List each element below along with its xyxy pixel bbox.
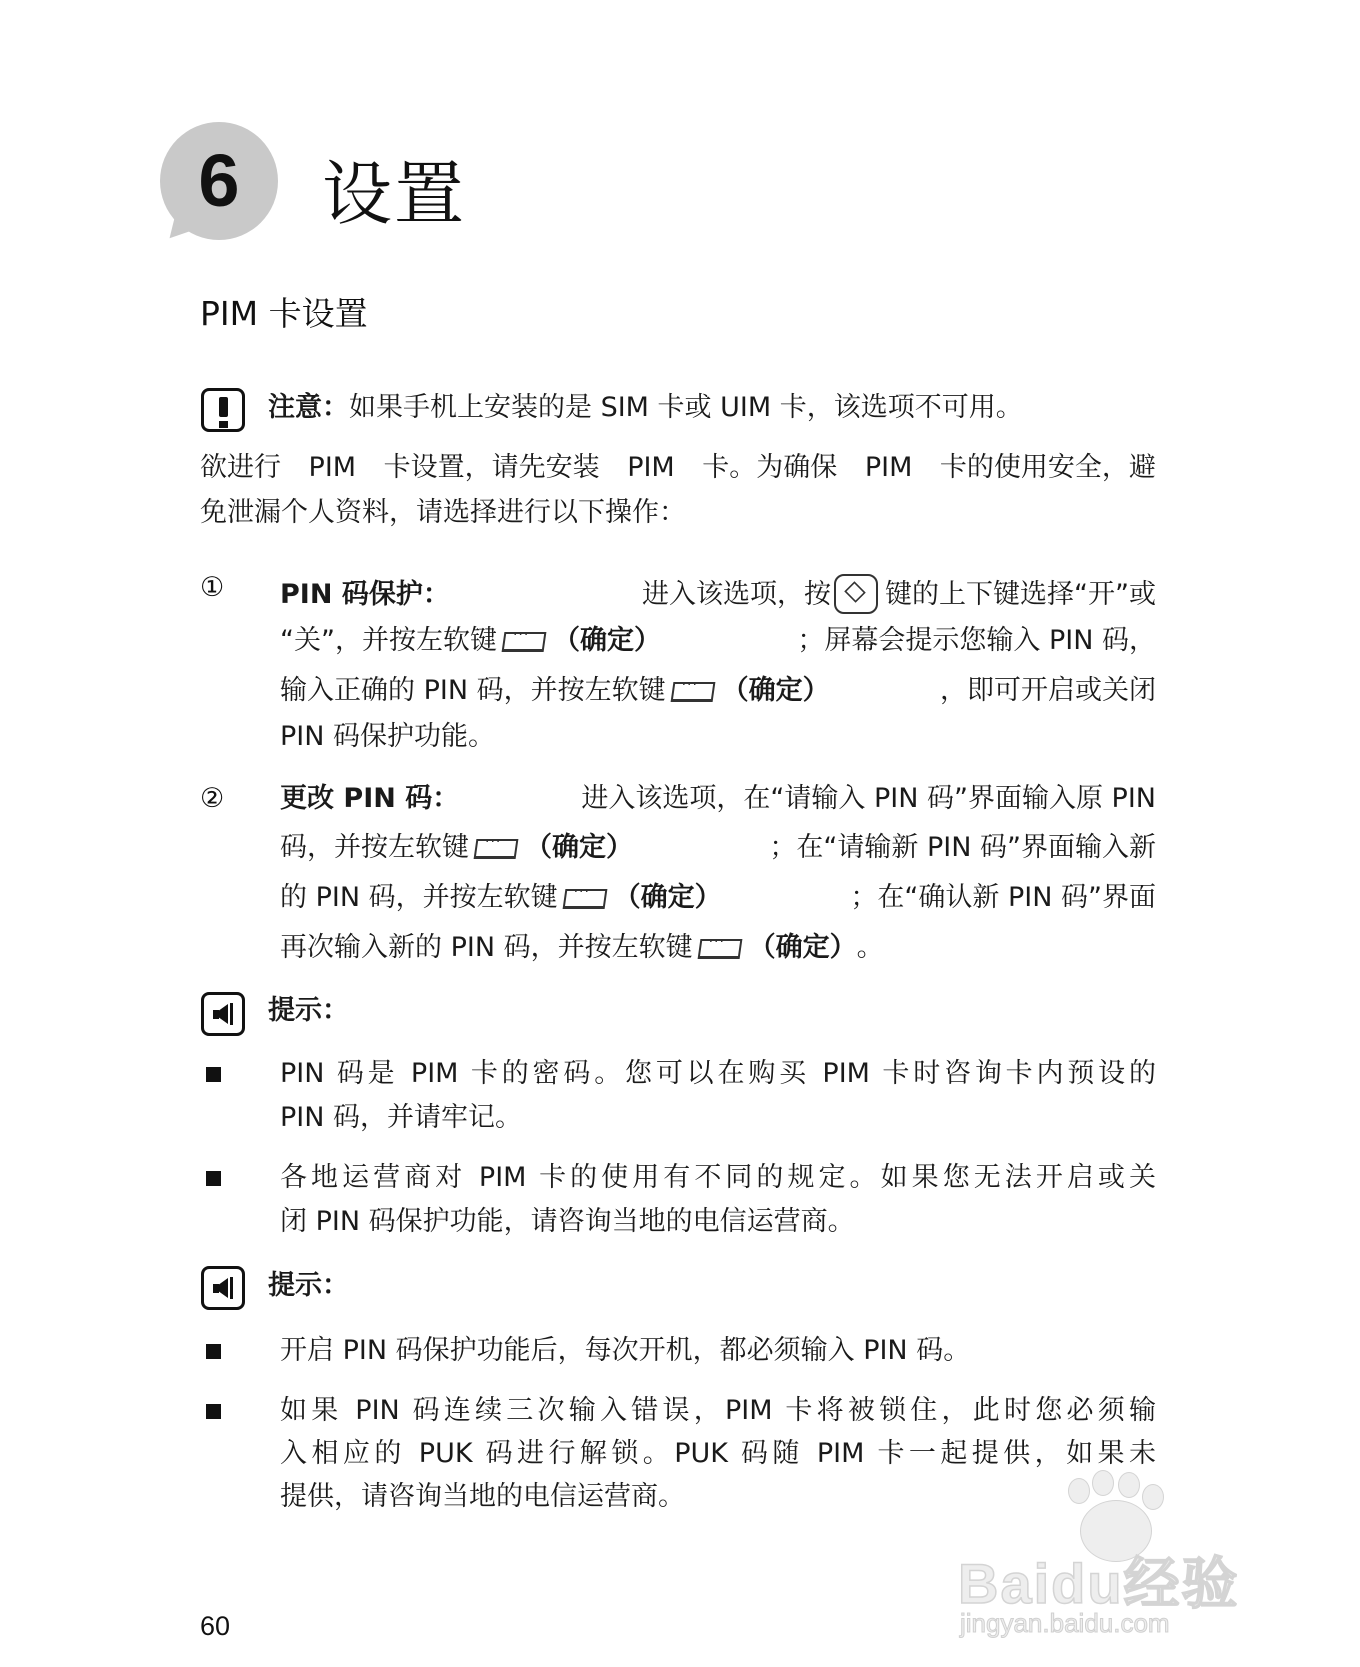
item-2-line-4 (280, 932, 884, 964)
item-2-line-3 (280, 882, 1156, 914)
tips-label: 提示： (268, 995, 349, 1026)
chapter-number: 6 (198, 139, 240, 222)
item-2-text: 的 PIN 码，并按左软键 (280, 882, 558, 913)
item-2-line-2 (280, 832, 1156, 864)
left-softkey-icon: ··· (697, 933, 745, 963)
item-1-text: 输入正确的 PIN 码，并按左软键 (280, 675, 666, 706)
tip-bullet-text: 各地运营商对 PIM 卡的使用有不同的规定。如果您无法开启或关 (280, 1162, 1156, 1193)
warning-icon (201, 388, 245, 432)
item-1-text: 进入该选项，按 (642, 579, 832, 610)
intro-word: PIM (864, 452, 913, 483)
bullet-square-icon (206, 1171, 221, 1186)
confirm-label: （确定） (613, 882, 722, 913)
intro-word: 欲进行 (200, 452, 281, 483)
tips-label: 提示： (268, 1270, 349, 1301)
watermark-url: jingyan.baidu.com (960, 1608, 1170, 1638)
left-softkey-icon: ··· (473, 833, 521, 863)
paw-toe-icon (1118, 1472, 1140, 1498)
notice-line (268, 392, 1023, 424)
watermark-brand: Baidu经验 (958, 1552, 1240, 1615)
item-1-heading: PIN 码保护： (280, 579, 450, 610)
intro-word: 卡。为确保 (702, 452, 838, 483)
intro-word: PIM (627, 452, 675, 483)
item-1-line-3 (280, 675, 1156, 707)
item-1-text: ；屏幕会提示您输入 PIN 码， (797, 625, 1156, 656)
intro-line-2: 免泄漏个人资料，请选择进行以下操作： (200, 497, 686, 528)
confirm-label: （确定） (721, 675, 830, 706)
tip-bullet-text: 提供，请咨询当地的电信运营商。 (280, 1481, 685, 1512)
item-marker: ② (200, 783, 225, 814)
item-2-text: 码，并按左软键 (280, 832, 469, 863)
page-number: 60 (200, 1611, 231, 1641)
tip-bullet-text: PIN 码，并请牢记。 (280, 1102, 523, 1133)
item-marker: ① (200, 572, 225, 603)
paw-toe-icon (1142, 1484, 1164, 1510)
confirm-label: （确定） (525, 832, 633, 863)
left-softkey-icon: ··· (670, 676, 718, 706)
speaker-icon (201, 992, 245, 1036)
item-2-text: 再次输入新的 PIN 码，并按左软键 (280, 932, 693, 963)
item-2-heading: 更改 PIN 码： (280, 783, 460, 814)
item-2-line-1 (280, 783, 1156, 815)
notice-text: 如果手机上安装的是 SIM 卡或 UIM 卡，该选项不可用。 (349, 392, 1023, 423)
left-softkey-icon: ··· (562, 883, 610, 913)
bullet-square-icon (206, 1404, 221, 1419)
confirm-label: （确定） (552, 625, 661, 656)
bullet-square-icon (206, 1067, 221, 1082)
intro-line-1 (200, 452, 1156, 484)
item-1-line-1 (280, 572, 1156, 618)
speaker-icon (201, 1266, 245, 1310)
item-1-text: 键的上下键选择“开”或 (885, 579, 1156, 610)
notice-label: 注意： (268, 392, 349, 423)
section-title: PIM 卡设置 (200, 294, 368, 333)
tip-bullet-text: 如果 PIN 码连续三次输入错误，PIM 卡将被锁住，此时您必须输 (280, 1395, 1156, 1426)
navigation-key-icon (833, 572, 883, 618)
item-2-text: 进入该选项，在“请输入 PIN 码”界面输入原 PIN (581, 783, 1156, 814)
item-2-text: ；在“请输新 PIN 码”界面输入新 (769, 832, 1156, 863)
item-2-text: ；在“确认新 PIN 码”界面 (850, 882, 1156, 913)
intro-word: 卡的使用安全，避 (939, 452, 1156, 483)
item-2-text: 。 (856, 932, 884, 963)
item-1-text: “关”，并按左软键 (280, 625, 497, 656)
left-softkey-icon: ··· (501, 626, 549, 656)
item-1-line-2 (280, 625, 1156, 657)
item-1-text: ，即可开启或关闭 (940, 675, 1156, 706)
tip-bullet-text: 开启 PIN 码保护功能后，每次开机，都必须输入 PIN 码。 (280, 1335, 971, 1366)
chapter-title: 设置 (322, 153, 466, 235)
tip-bullet-text: 闭 PIN 码保护功能，请咨询当地的电信运营商。 (280, 1206, 855, 1237)
intro-word: PIM (308, 452, 357, 483)
paw-toe-icon (1092, 1470, 1114, 1496)
intro-word: 卡设置，请先安装 (383, 452, 600, 483)
bullet-square-icon (206, 1344, 221, 1359)
paw-toe-icon (1068, 1478, 1090, 1504)
item-1-line-4: PIN 码保护功能。 (280, 721, 496, 752)
confirm-label: （确定） (748, 932, 857, 963)
baidu-watermark (950, 1470, 1330, 1640)
tip-bullet-text: PIN 码是 PIM 卡的密码。您可以在购买 PIM 卡时咨询卡内预设的 (280, 1058, 1156, 1089)
tip-bullet-text: 入相应的 PUK 码进行解锁。PUK 码随 PIM 卡一起提供，如果未 (280, 1438, 1156, 1469)
